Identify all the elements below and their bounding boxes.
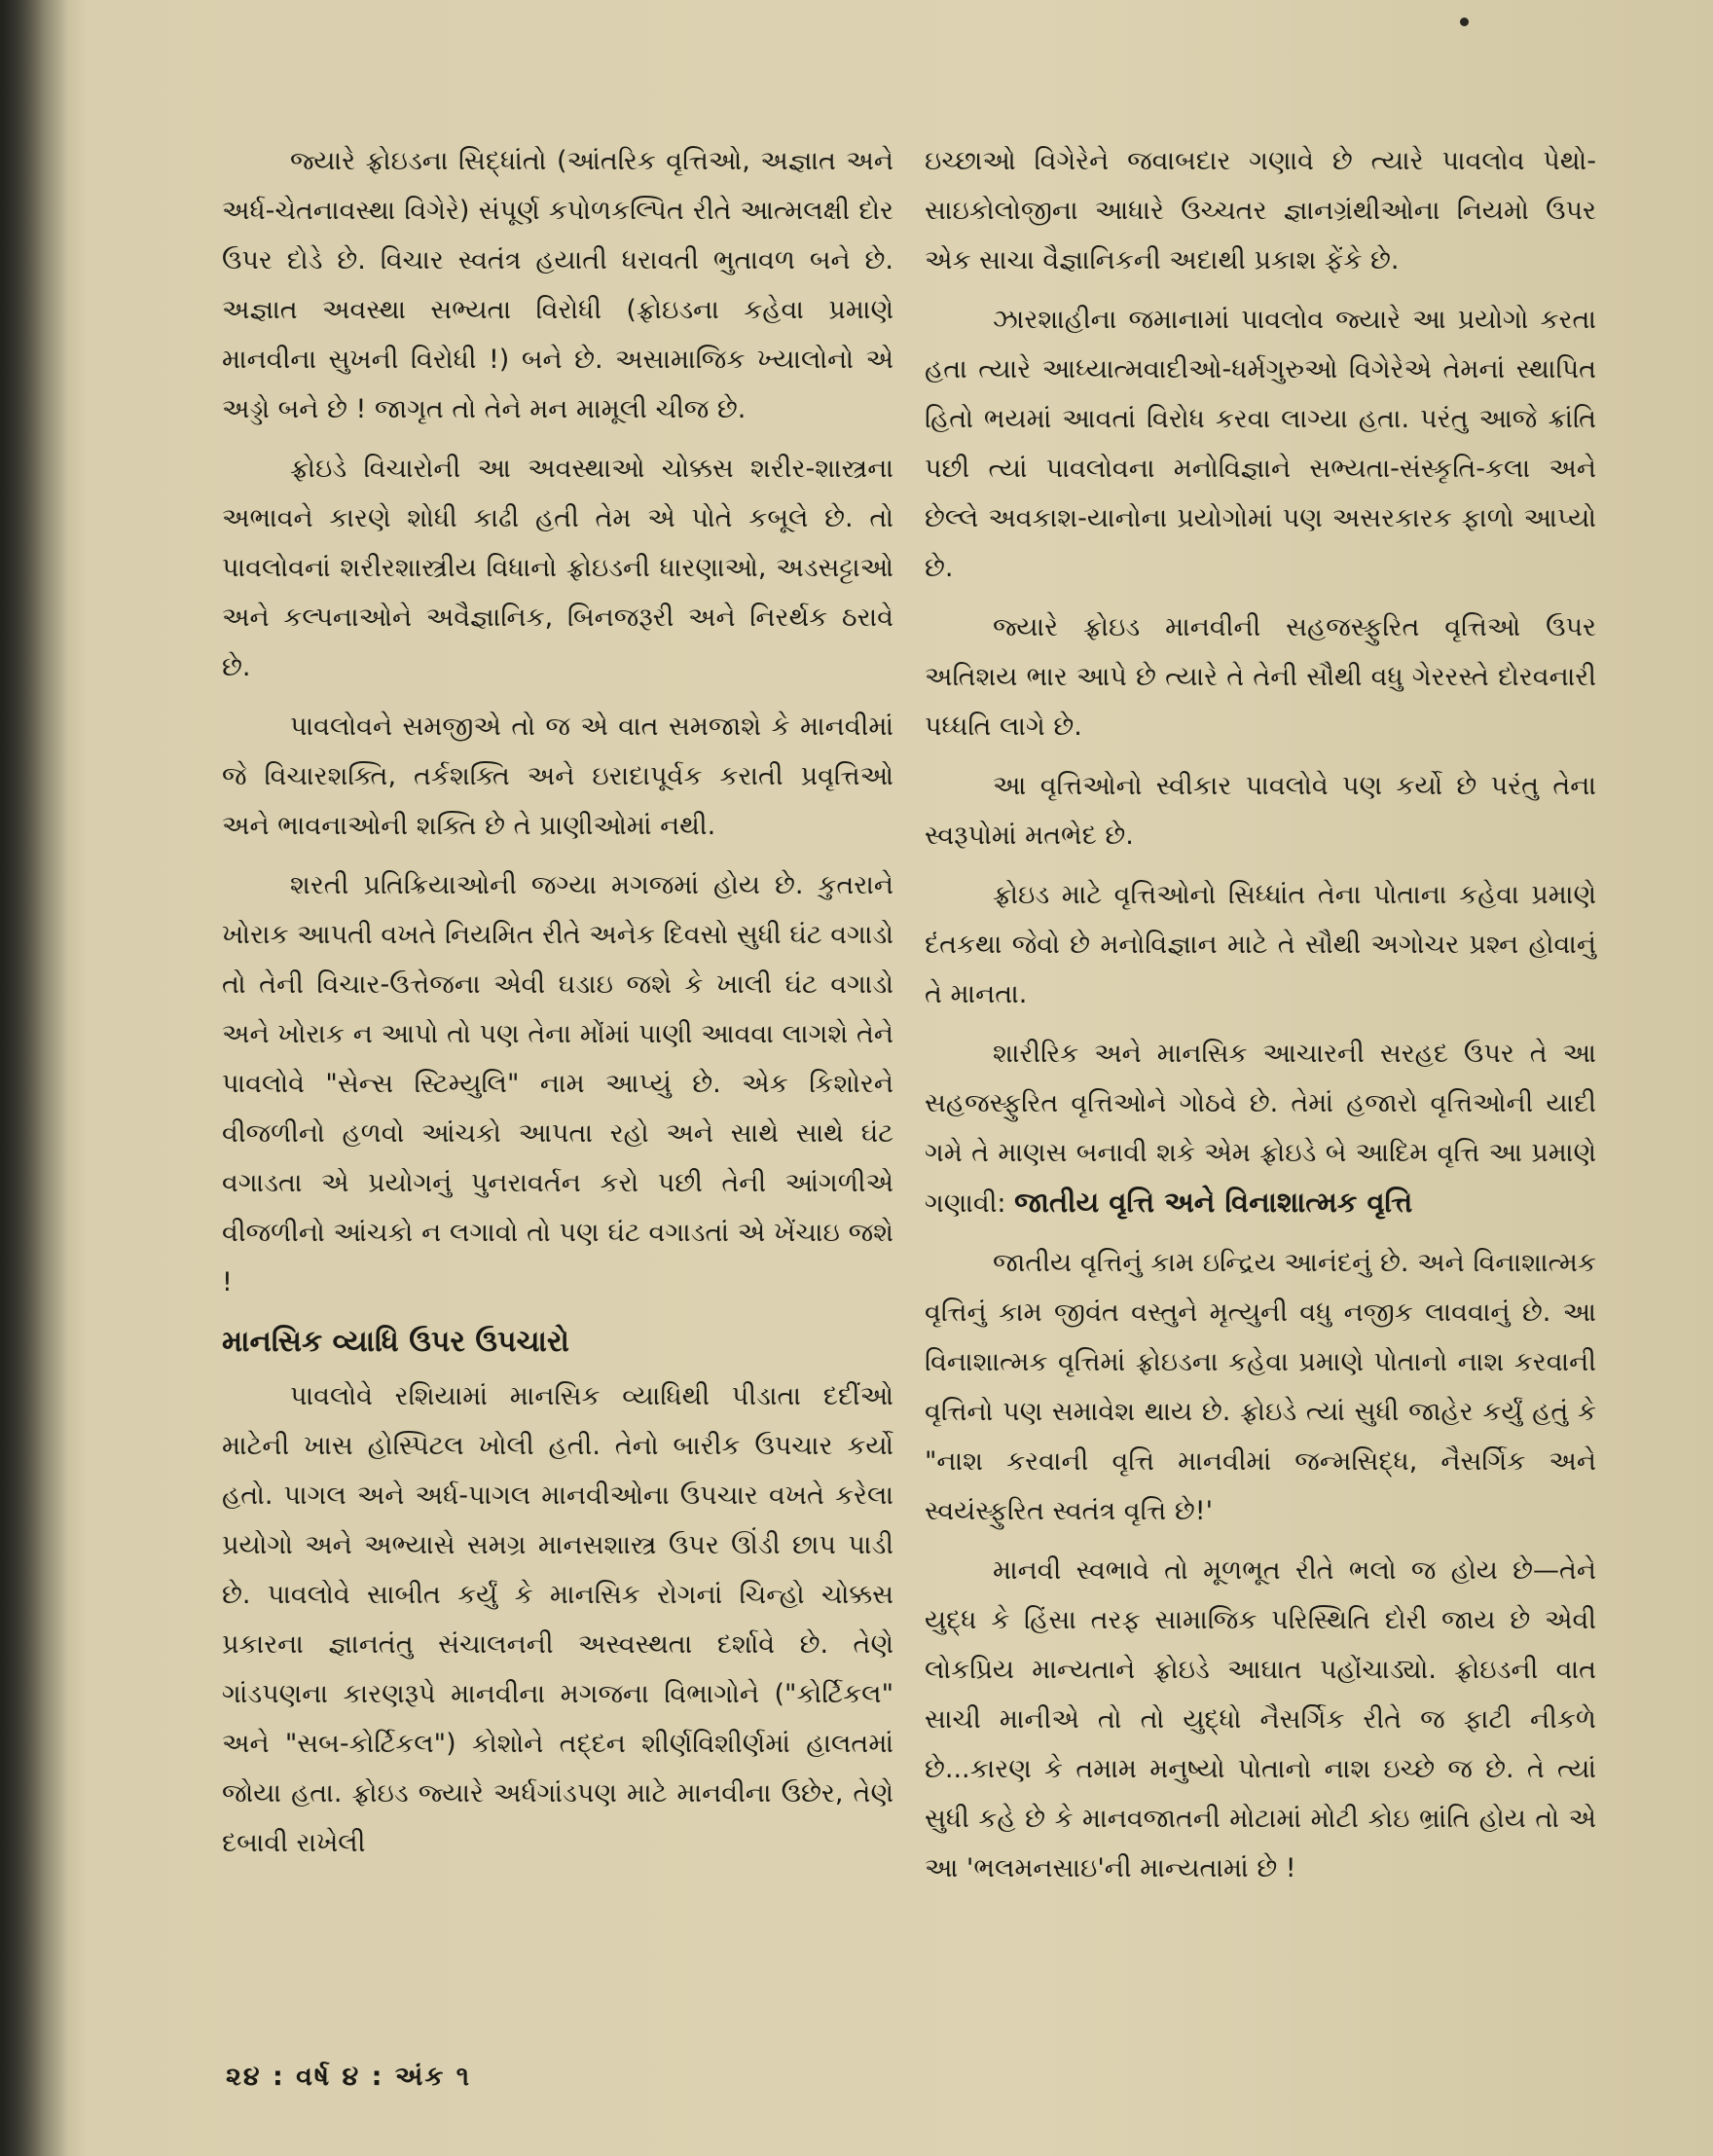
right-column — [925, 136, 1596, 1903]
paragraph: પાવલોવને સમજીએ તો જ એ વાત સમજાશે કે માનવીમાં જે વિચારશક્તિ, તર્કશક્તિ અને ઇરાદાપૂર્વક કરાતી પ્રવૃત્તિઓ અને ભાવનાઓની શક્તિ છે તે પ્રાણીઓમાં નથી. — [222, 712, 893, 841]
paragraph-text: શારીરિક અને માનસિક આચારની સરહદ ઉપર તે આ સહજસ્ફુરિત વૃત્તિઓને ગોઠવે છે. તેમાં હજારો વૃત્તિઓની યાદી ગમે તે માણસ બનાવી શકે એમ ફ્રોઇડે બે આદિમ વૃત્તિ આ પ્રમાણે ગણાવી: — [925, 1039, 1596, 1219]
paragraph: ફ્રોઇડે વિચારોની આ અવસ્થાઓ ચોક્કસ શરીર-શાસ્ત્રના અભાવને કારણે શોધી કાઢી હતી તેમ એ પોતે કબૂલે છે. તો પાવલોવનાં શરીરશાસ્ત્રીય વિધાનો ફ્રોઇડની ધારણાઓ, અડસટ્ટાઓ અને કલ્પનાઓને અવૈજ્ઞાનિક, બિનજરૂરી અને નિરર્થક ઠરાવે છે. — [222, 454, 893, 682]
page-footer: ૨૪ : વર્ષ ૪ : અંક ૧ — [226, 2062, 472, 2092]
spine-shadow — [0, 0, 68, 2156]
ink-speck — [1460, 18, 1469, 26]
paragraph: શરતી પ્રતિક્રિયાઓની જગ્યા મગજમાં હોય છે. કુતરાને ખોરાક આપતી વખતે નિયમિત રીતે અનેક દિવસો સુધી ઘંટ વગાડો તો તેની વિચાર-ઉત્તેજના એવી ઘડાઇ જશે કે ખાલી ઘંટ વગાડો અને ખોરાક ન આપો તો પણ તેના મોંમાં પાણી આવવા લાગશે તેને પાવલોવે "સેન્સ સ્ટિમ્યુલિ" નામ આપ્યું છે. એક કિશોરને વીજળીનો હળવો આંચકો આપતા રહો અને સાથે સાથે ઘંટ વગાડતા એ પ્રયોગનું પુનરાવર્તન કરો પછી તેની આંગળીએ વીજળીનો આંચકો ન લગાવો તો પણ ઘંટ વગાડતાં એ ખેંચાઇ જશે ! — [222, 870, 893, 1297]
section-heading: માનસિક વ્યાધિ ઉપર ઉપચારો — [222, 1325, 569, 1359]
paragraph: જ્યારે ફ્રોઇડ માનવીની સહજસ્ફુરિત વૃત્તિઓ ઉપર અતિશય ભાર આપે છે ત્યારે તે તેની સૌથી વધુ ગેરરસ્તે દોરવનારી પધ્ધતિ લાગે છે. — [925, 612, 1596, 742]
bold-phrase: જાતીય વૃત્તિ અને વિનાશાત્મક વૃત્તિ — [1014, 1186, 1413, 1219]
left-column — [222, 136, 893, 1878]
paragraph: આ વૃત્તિઓનો સ્વીકાર પાવલોવે પણ કર્યો છે પરંતુ તેના સ્વરૂપોમાં મતભેદ છે. — [925, 771, 1596, 851]
paragraph: જ્યારે ફ્રોઇડના સિદ્ધાંતો (આંતરિક વૃત્તિઓ, અજ્ઞાત અને અર્ધ-ચેતનાવસ્થા વિગેરે) સંપૂર્ણ કપોળકલ્પિત રીતે આત્મલક્ષી દોર ઉપર દોડે છે. વિચાર સ્વતંત્ર હયાતી ધરાવતી ભુતાવળ બને છે. અજ્ઞાત અવસ્થા સભ્યતા વિરોધી (ફ્રોઇડના કહેવા પ્રમાણે માનવીના સુખની વિરોધી !) બને છે. અસામાજિક ખ્યાલોનો એ અડ્ડો બને છે ! જાગૃત તો તેને મન મામૂલી ચીજ છે. — [222, 146, 893, 424]
paragraph: ફ્રોઇડ માટે વૃત્તિઓનો સિધ્ધાંત તેના પોતાના કહેવા પ્રમાણે દંતકથા જેવો છે મનોવિજ્ઞાન માટે તે સૌથી અગોચર પ્રશ્ન હોવાનું તે માનતા. — [925, 880, 1596, 1009]
paragraph: ઇચ્છાઓ વિગેરેને જવાબદાર ગણાવે છે ત્યારે પાવલોવ પેથો-સાઇકોલોજીના આધારે ઉચ્ચતર જ્ઞાનગ્રંથીઓના નિયમો ઉપર એક સાચા વૈજ્ઞાનિકની અદાથી પ્રકાશ ફેંકે છે. — [925, 146, 1596, 275]
paragraph: ઝારશાહીના જમાનામાં પાવલોવ જ્યારે આ પ્રયોગો કરતા હતા ત્યારે આધ્યાત્મવાદીઓ-ધર્મગુરુઓ વિગેરેએ તેમનાં સ્થાપિત હિતો ભયમાં આવતાં વિરોધ કરવા લાગ્યા હતા. પરંતુ આજે ક્રાંતિ પછી ત્યાં પાવલોવના મનોવિજ્ઞાને સભ્યતા-સંસ્કૃતિ-કલા અને છેલ્લે અવકાશ-યાનોના પ્રયોગોમાં પણ અસરકારક ફાળો આપ્યો છે. — [925, 305, 1596, 583]
paragraph: પાવલોવે રશિયામાં માનસિક વ્યાધિથી પીડાતા દદીંઓ માટેની ખાસ હોસ્પિટલ ખોલી હતી. તેનો બારીક ઉપચાર કર્યો હતો. પાગલ અને અર્ધ-પાગલ માનવીઓના ઉપચાર વખતે કરેલા પ્રયોગો અને અભ્યાસે સમગ્ર માનસશાસ્ત્ર ઉપર ઊંડી છાપ પાડી છે. પાવલોવે સાબીત કર્યું કે માનસિક રોગનાં ચિન્હો ચોક્કસ પ્રકારના જ્ઞાનતંતુ સંચાલનની અસ્વસ્થતા દર્શાવે છે. તેણે ગાંડપણના કારણરૂપે માનવીના મગજના વિભાગોને ("કોર્ટિકલ" અને "સબ-કોર્ટિકલ") કોશોને તદ્દન શીર્ણવિશીર્ણમાં હાલતમાં જોયા હતા. ફ્રોઇડ જ્યારે અર્ધગાંડપણ માટે માનવીના ઉછેર, તેણે દબાવી રાખેલી — [222, 1381, 893, 1858]
paragraph: જાતીય વૃત્તિનું કામ ઇન્દ્રિય આનંદનું છે. અને વિનાશાત્મક વૃત્તિનું કામ જીવંત વસ્તુને મૃત્યુની વધુ નજીક લાવવાનું છે. આ વિનાશાત્મક વૃત્તિમાં ફ્રોઇડના કહેવા પ્રમાણે પોતાનો નાશ કરવાની વૃત્તિનો પણ સમાવેશ થાય છે. ફ્રોઇડે ત્યાં સુધી જાહેર કર્યું હતું કે "નાશ કરવાની વૃત્તિ માનવીમાં જન્મસિદ્ધ, નૈસર્ગિક અને સ્વયંસ્ફુરિત સ્વતંત્ર વૃત્તિ છે!' — [925, 1248, 1596, 1526]
paragraph: માનવી સ્વભાવે તો મૂળભૂત રીતે ભલો જ હોય છે—તેને યુદ્ધ કે હિંસા તરફ સામાજિક પરિસ્થિતિ દોરી જાય છે એવી લોકપ્રિય માન્યતાને ફ્રોઇડે આઘાત પહોંચાડ્યો. ફ્રોઇડની વાત સાચી માનીએ તો તો યુદ્ધો નૈસર્ગિક રીતે જ ફાટી નીકળે છે...કારણ કે તમામ મનુષ્યો પોતાનો નાશ ઇચ્છે જ છે. તે ત્યાં સુધી કહે છે કે માનવજાતની મોટામાં મોટી કોઇ ભ્રાંતિ હોય તો એ આ 'ભલમનસાઇ'ની માન્યતામાં છે ! — [925, 1555, 1596, 1883]
paragraph — [925, 1029, 1596, 1228]
